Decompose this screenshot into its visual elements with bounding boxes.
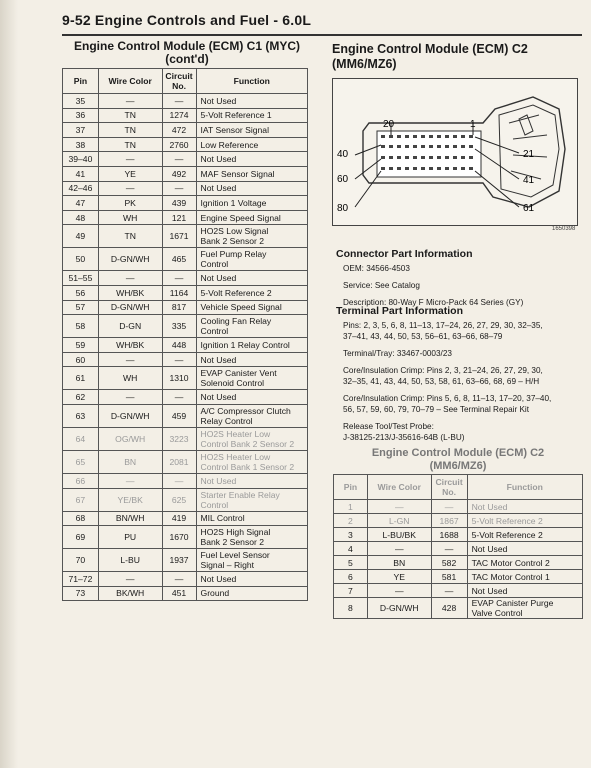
wire-color-cell: —	[98, 572, 162, 587]
c2-diagram-title	[332, 42, 582, 72]
table-row	[63, 352, 308, 367]
circuit-cell: 1688	[431, 528, 467, 542]
circuit-cell: 439	[162, 196, 196, 211]
table-row	[63, 271, 308, 286]
table-row	[334, 556, 583, 570]
page-header-title: 9-52 Engine Controls and Fuel - 6.0L	[62, 12, 312, 28]
table-row	[63, 450, 308, 473]
pin-cell: 3	[334, 528, 368, 542]
pin-cell: 47	[63, 196, 99, 211]
wire-color-cell: L-GN	[367, 514, 431, 528]
connector-info-block	[343, 263, 583, 308]
function-cell: Not Used	[196, 352, 307, 367]
circuit-cell: 465	[162, 248, 196, 271]
service-text: Service: See Catalog	[343, 281, 420, 290]
col-header-function: Function	[196, 69, 307, 94]
c2-table-title-line2: (MM6/MZ6)	[429, 460, 487, 472]
function-cell	[196, 549, 307, 572]
table-row	[63, 427, 308, 450]
wire-color-cell: —	[98, 271, 162, 286]
table-row	[63, 123, 308, 138]
function-cell: Engine Speed Signal	[196, 210, 307, 225]
wire-color-cell: —	[98, 390, 162, 405]
circuit-cell: 1164	[162, 285, 196, 300]
pin-cell: 8	[334, 598, 368, 619]
table-row	[63, 338, 308, 353]
circuit-cell: 428	[431, 598, 467, 619]
function-line: HO2S High Signal	[200, 527, 271, 538]
circuit-cell: 581	[431, 570, 467, 584]
c2-pinout-table	[333, 474, 583, 619]
table-row	[334, 598, 583, 619]
col-header-wire-color: Wire Color	[98, 69, 162, 94]
circuit-cell: 459	[162, 404, 196, 427]
wire-color-cell: —	[98, 152, 162, 167]
table-row	[63, 404, 308, 427]
wire-color-cell: —	[367, 584, 431, 598]
pin-cell: 42–46	[63, 181, 99, 196]
wire-color-cell: L-BU/BK	[367, 528, 431, 542]
circuit-cell: —	[162, 390, 196, 405]
terminal-info-block	[343, 320, 583, 443]
function-cell: Not Used	[196, 473, 307, 488]
function-cell: 5-Volt Reference 2	[467, 514, 582, 528]
function-line: EVAP Canister Purge	[471, 598, 554, 608]
table-row	[334, 514, 583, 528]
c2-table-body	[334, 500, 583, 619]
pin-cell: 69	[63, 526, 99, 549]
pin-cell: 60	[63, 352, 99, 367]
circuit-cell: —	[162, 271, 196, 286]
c2-title-line2: (MM6/MZ6)	[332, 57, 397, 71]
pin-cell: 49	[63, 225, 99, 248]
function-line: Relay Control	[200, 415, 253, 426]
table-row	[63, 511, 308, 526]
table-row	[334, 528, 583, 542]
pins-line-1: Pins: 2, 3, 5, 6, 8, 11–13, 17–24, 26, 27, 29, 30, 32–35,	[343, 321, 543, 330]
function-cell: Ground	[196, 586, 307, 601]
table-row	[63, 248, 308, 271]
table-row	[63, 586, 308, 601]
wire-color-cell: TN	[98, 123, 162, 138]
table-header-row	[334, 475, 583, 500]
pin-cell: 35	[63, 94, 99, 109]
pin-cell: 59	[63, 338, 99, 353]
function-cell	[196, 367, 307, 390]
function-line: Valve Control	[471, 608, 523, 618]
pin-cell: 48	[63, 210, 99, 225]
circuit-cell: —	[162, 572, 196, 587]
pin-cell: 1	[334, 500, 368, 514]
crimp1-line-1: Core/Insulation Crimp: Pins 2, 3, 21–24, 26, 27, 29, 30,	[343, 366, 543, 375]
function-cell	[196, 488, 307, 511]
pin-label-41: 41	[523, 175, 535, 186]
function-cell: Not Used	[196, 152, 307, 167]
pins-line-2: 37–41, 43, 44, 50, 53, 56–61, 63–66, 68–79	[343, 332, 503, 341]
table-row	[63, 166, 308, 181]
pin-cell: 38	[63, 137, 99, 152]
wire-color-cell: TN	[98, 108, 162, 123]
wire-color-cell: L-BU	[98, 549, 162, 572]
pin-cell: 68	[63, 511, 99, 526]
circuit-cell: 1670	[162, 526, 196, 549]
wire-color-cell: WH	[98, 210, 162, 225]
wire-color-cell: D-GN	[98, 315, 162, 338]
circuit-cell: 817	[162, 300, 196, 315]
pin-cell: 62	[63, 390, 99, 405]
header-rule	[62, 34, 582, 36]
function-cell	[196, 427, 307, 450]
pin-label-60: 60	[337, 174, 349, 185]
table-header-row	[63, 69, 308, 94]
release-line-1: Release Tool/Test Probe:	[343, 422, 434, 431]
page-header	[62, 12, 582, 34]
wire-color-cell: TN	[98, 225, 162, 248]
col-header-pin: Pin	[334, 475, 368, 500]
c1-table-title	[62, 40, 312, 66]
wire-color-cell: —	[98, 181, 162, 196]
pin-cell: 65	[63, 450, 99, 473]
table-row	[334, 570, 583, 584]
function-cell: Not Used	[196, 94, 307, 109]
function-line: Control	[200, 326, 229, 337]
crimp2-line-1: Core/Insulation Crimp: Pins 5, 6, 8, 11–13, 17–20, 37–40,	[343, 394, 552, 403]
table-row	[63, 549, 308, 572]
pin-cell: 37	[63, 123, 99, 138]
function-cell: Ignition 1 Voltage	[196, 196, 307, 211]
circuit-cell: 1937	[162, 549, 196, 572]
table-row	[63, 315, 308, 338]
function-cell: 5-Volt Reference 1	[196, 108, 307, 123]
function-cell: Not Used	[196, 572, 307, 587]
table-row	[63, 488, 308, 511]
function-cell: MAF Sensor Signal	[196, 166, 307, 181]
release-line-2: J-38125-213/J-35616-64B (L-BU)	[343, 433, 465, 442]
function-cell: Ignition 1 Relay Control	[196, 338, 307, 353]
figure-number: 1650398	[552, 226, 576, 232]
page-edge-shadow	[0, 0, 18, 768]
function-line: HO2S Low Signal	[200, 226, 269, 237]
function-line: Fuel Level Sensor	[200, 550, 270, 561]
circuit-cell: —	[162, 152, 196, 167]
table-row	[334, 542, 583, 556]
function-cell: 5-Volt Reference 2	[196, 285, 307, 300]
function-cell	[196, 450, 307, 473]
circuit-cell: 419	[162, 511, 196, 526]
circuit-cell: 448	[162, 338, 196, 353]
wire-color-cell: BN	[98, 450, 162, 473]
c2-table-title-line1: Engine Control Module (ECM) C2	[371, 447, 545, 459]
table-row	[334, 584, 583, 598]
circuit-cell: 451	[162, 586, 196, 601]
function-cell: IAT Sensor Signal	[196, 123, 307, 138]
function-line: Starter Enable Relay	[200, 489, 280, 500]
wire-color-cell: YE/BK	[98, 488, 162, 511]
table-row	[63, 473, 308, 488]
circuit-cell: 582	[431, 556, 467, 570]
pin-label-21: 21	[523, 149, 535, 160]
c2-table-title	[330, 447, 586, 473]
pin-cell: 39–40	[63, 152, 99, 167]
wire-color-cell: WH/BK	[98, 338, 162, 353]
function-cell: Not Used	[467, 542, 582, 556]
function-cell: Not Used	[467, 584, 582, 598]
circuit-cell: 2081	[162, 450, 196, 473]
description-text: Description: 80-Way F Micro-Pack 64 Series (GY)	[343, 298, 524, 307]
function-cell	[196, 315, 307, 338]
pin-cell: 67	[63, 488, 99, 511]
function-line: Control Bank 1 Sensor 2	[200, 461, 295, 472]
pin-cell: 4	[334, 542, 368, 556]
function-line: Control	[200, 499, 229, 510]
circuit-cell: 2760	[162, 137, 196, 152]
crimp1-line-2: 32–35, 41, 43, 44, 50, 53, 58, 61, 63–66, 68, 69 – H/H	[343, 377, 540, 386]
table-row	[63, 225, 308, 248]
circuit-cell: —	[162, 94, 196, 109]
table-row	[63, 196, 308, 211]
c1-table-body	[63, 94, 308, 601]
terminal-tray-text: Terminal/Tray: 33467-0003/23	[343, 349, 452, 358]
pin-cell: 61	[63, 367, 99, 390]
wire-color-cell: YE	[98, 166, 162, 181]
c1-pinout-table	[62, 68, 308, 601]
pin-cell: 6	[334, 570, 368, 584]
wire-color-cell: WH/BK	[98, 285, 162, 300]
col-header-function: Function	[467, 475, 582, 500]
c2-title-line1: Engine Control Module (ECM) C2	[332, 42, 528, 56]
wire-color-cell: —	[367, 542, 431, 556]
wire-color-cell: D-GN/WH	[98, 404, 162, 427]
wire-color-cell: BN	[367, 556, 431, 570]
col-header-circuit: Circuit No.	[431, 475, 467, 500]
col-header-circuit: Circuit No.	[162, 69, 196, 94]
function-cell	[196, 225, 307, 248]
circuit-cell: 625	[162, 488, 196, 511]
wire-color-cell: —	[98, 94, 162, 109]
pin-cell: 64	[63, 427, 99, 450]
circuit-cell: —	[431, 584, 467, 598]
wire-color-cell: TN	[98, 137, 162, 152]
pin-cell: 50	[63, 248, 99, 271]
wire-color-cell: PU	[98, 526, 162, 549]
function-line: Fuel Pump Relay	[200, 249, 267, 260]
connector-diagram	[332, 78, 578, 226]
wire-color-cell: D-GN/WH	[98, 300, 162, 315]
wire-color-cell: BK/WH	[98, 586, 162, 601]
pin-label-1: 1	[470, 119, 476, 130]
table-row	[63, 108, 308, 123]
pin-cell: 56	[63, 285, 99, 300]
pin-cell: 66	[63, 473, 99, 488]
function-cell	[467, 598, 582, 619]
wire-color-cell: —	[367, 500, 431, 514]
circuit-cell: —	[431, 500, 467, 514]
circuit-cell: —	[431, 542, 467, 556]
circuit-cell: —	[162, 473, 196, 488]
function-cell	[196, 526, 307, 549]
wire-color-cell: YE	[367, 570, 431, 584]
pin-cell: 41	[63, 166, 99, 181]
wire-color-cell: —	[98, 352, 162, 367]
table-row	[63, 285, 308, 300]
function-line: Bank 2 Sensor 2	[200, 236, 265, 247]
function-cell	[196, 248, 307, 271]
pin-cell: 73	[63, 586, 99, 601]
function-cell: Not Used	[196, 390, 307, 405]
col-header-pin: Pin	[63, 69, 99, 94]
function-line: A/C Compressor Clutch	[200, 405, 291, 416]
function-cell: TAC Motor Control 1	[467, 570, 582, 584]
wire-color-cell: D-GN/WH	[98, 248, 162, 271]
function-line: Signal – Right	[200, 560, 255, 571]
table-row	[63, 572, 308, 587]
c1-title-line1: Engine Control Module (ECM) C1 (MYC)	[74, 39, 300, 53]
crimp2-line-2: 56, 57, 59, 60, 79, 70–79 – See Terminal Repair Kit	[343, 405, 530, 414]
pin-cell: 57	[63, 300, 99, 315]
pin-cell: 70	[63, 549, 99, 572]
function-line: Solenoid Control	[200, 378, 265, 389]
function-cell: Not Used	[467, 500, 582, 514]
pin-label-61: 61	[523, 203, 535, 214]
circuit-cell: 1671	[162, 225, 196, 248]
table-row	[63, 152, 308, 167]
connector-info-heading: Connector Part Information	[336, 248, 473, 260]
function-cell	[196, 404, 307, 427]
table-row	[63, 94, 308, 109]
circuit-cell: 3223	[162, 427, 196, 450]
function-line: Control Bank 2 Sensor 2	[200, 438, 295, 449]
table-row	[63, 526, 308, 549]
oem-text: OEM: 34566-4503	[343, 264, 410, 273]
table-row	[63, 181, 308, 196]
table-row	[334, 500, 583, 514]
circuit-cell: 1310	[162, 367, 196, 390]
table-row	[63, 367, 308, 390]
pin-cell: 5	[334, 556, 368, 570]
function-line: Control	[200, 259, 229, 270]
c1-title-line2: (cont'd)	[165, 52, 209, 66]
function-cell: Not Used	[196, 271, 307, 286]
circuit-cell: —	[162, 181, 196, 196]
table-row	[63, 300, 308, 315]
col-header-wire-color: Wire Color	[367, 475, 431, 500]
circuit-cell: 472	[162, 123, 196, 138]
function-line: EVAP Canister Vent	[200, 368, 277, 379]
circuit-cell: —	[162, 352, 196, 367]
pin-label-20: 20	[383, 119, 395, 130]
function-line: HO2S Heater Low	[200, 428, 271, 439]
terminal-info-heading: Terminal Part Information	[336, 305, 463, 317]
table-row	[63, 137, 308, 152]
circuit-cell: 1867	[431, 514, 467, 528]
pin-label-80: 80	[337, 203, 349, 214]
function-cell: MIL Control	[196, 511, 307, 526]
pin-cell: 58	[63, 315, 99, 338]
table-row	[63, 210, 308, 225]
pin-cell: 36	[63, 108, 99, 123]
connector-illustration	[333, 79, 577, 225]
pin-cell: 2	[334, 514, 368, 528]
wire-color-cell: —	[98, 473, 162, 488]
circuit-cell: 335	[162, 315, 196, 338]
wire-color-cell: WH	[98, 367, 162, 390]
pin-label-40: 40	[337, 149, 349, 160]
function-cell: Low Reference	[196, 137, 307, 152]
function-line: Bank 2 Sensor 2	[200, 537, 265, 548]
pin-cell: 71–72	[63, 572, 99, 587]
pin-cell: 63	[63, 404, 99, 427]
function-cell: 5-Volt Reference 2	[467, 528, 582, 542]
circuit-cell: 1274	[162, 108, 196, 123]
table-row	[63, 390, 308, 405]
wire-color-cell: OG/WH	[98, 427, 162, 450]
function-cell: Vehicle Speed Signal	[196, 300, 307, 315]
function-cell: Not Used	[196, 181, 307, 196]
function-cell: TAC Motor Control 2	[467, 556, 582, 570]
circuit-cell: 492	[162, 166, 196, 181]
function-line: HO2S Heater Low	[200, 451, 271, 462]
function-line: Cooling Fan Relay	[200, 316, 272, 327]
pin-cell: 7	[334, 584, 368, 598]
wire-color-cell: BN/WH	[98, 511, 162, 526]
wire-color-cell: PK	[98, 196, 162, 211]
wire-color-cell: D-GN/WH	[367, 598, 431, 619]
circuit-cell: 121	[162, 210, 196, 225]
pin-cell: 51–55	[63, 271, 99, 286]
